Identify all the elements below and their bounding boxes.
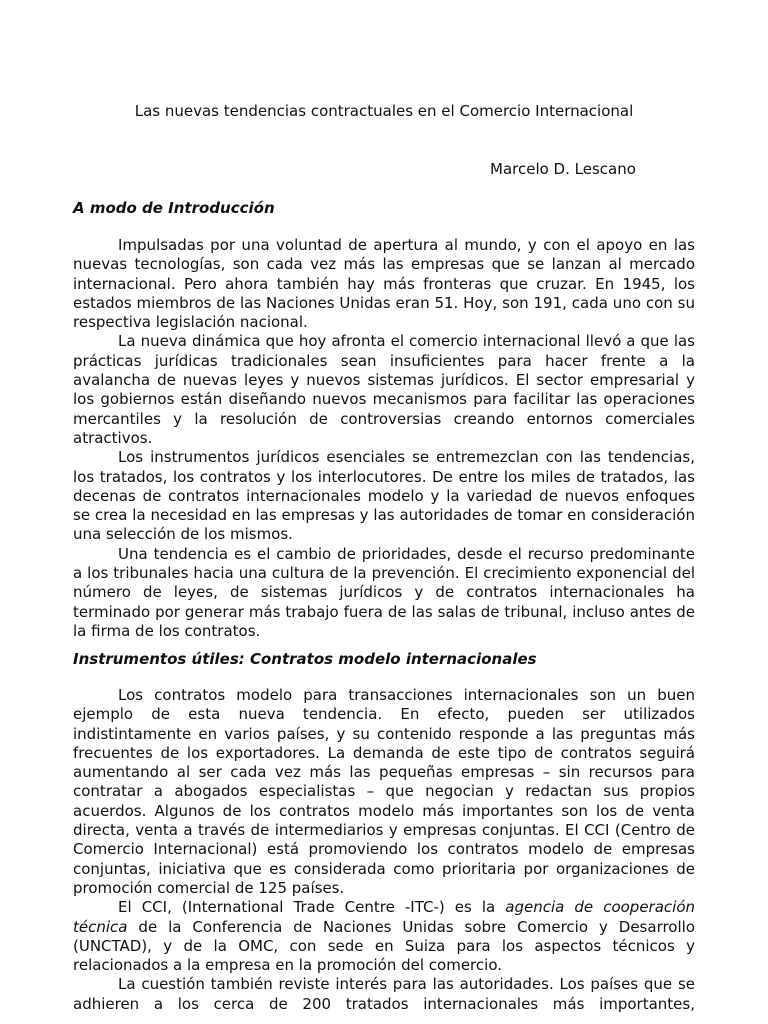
paragraph: La nueva dinámica que hoy afronta el comercio internacional llevó a que las prácticas jurídicas tradicionales sean insuficientes para hacer frente a la avalancha de nuevas leyes y nuevos sistemas jurídicos. El sector empresarial y los gobiernos están diseñando nuevos mecanismos para facilitar las operaciones mercantiles y la resolución de controversias creando entornos comerciales atractivos. bbox=[73, 332, 695, 447]
emphasis: agencia de cooperación técnica bbox=[73, 898, 696, 936]
paragraph: Una tendencia es el cambio de prioridades, desde el recurso predominante a los tribunales hacia una cultura de la prevención. El crecimiento exponencial del número de leyes, de sistemas jurídicos y de contratos internacionales ha terminado por generar más trabajo fuera de las salas de tribunal, incluso antes de la firma de los contratos. bbox=[73, 544, 695, 640]
document-title: Las nuevas tendencias contractuales en el Comercio Internacional bbox=[134, 102, 634, 120]
paragraph: Los contratos modelo para transacciones internacionales son un buen ejemplo de esta nueva tendencia. En efecto, pueden ser utilizados indistintamente en varios países, y su contenido responde a las preguntas más frecuentes de los exportadores. La demanda de este tipo de contratos seguirá aumentando al ser cada vez más las pequeñas empresas – sin recursos para contratar a abogados especialistas – que negocian y redactan sus propios acuerdos. Algunos de los contratos modelo más importantes son los de venta directa, venta a través de intermediarios y empresas conjuntas. El CCI (Centro de Comercio Internacional) está promoviendo los contratos modelo de empresas conjuntas, iniciativa que es considerada como prioritaria por organizaciones de promoción comercial de 125 países. bbox=[73, 686, 695, 897]
paragraph: La cuestión también reviste interés para las autoridades. Los países que se adhieren a los cerca de 200 tratados internacionales más importantes, bbox=[73, 975, 695, 1013]
author-name: Marcelo D. Lescano bbox=[490, 160, 636, 178]
paragraph: Los instrumentos jurídicos esenciales se entremezclan con las tendencias, los tratados, los contratos y los interlocutores. De entre los miles de tratados, las decenas de contratos internacionales modelo y la variedad de nuevos enfoques se crea la necesidad en las empresas y las autoridades de tomar en consideración una selección de los mismos. bbox=[73, 448, 695, 544]
section-heading-introduccion: A modo de Introducción bbox=[73, 199, 275, 217]
section-body-instrumentos bbox=[73, 686, 695, 1014]
paragraph: Impulsadas por una voluntad de apertura al mundo, y con el apoyo en las nuevas tecnologías, son cada vez más las empresas que se lanzan al mercado internacional. Pero ahora también hay más fronteras que cruzar. En 1945, los estados miembros de las Naciones Unidas eran 51. Hoy, son 191, cada uno con su respectiva legislación nacional. bbox=[73, 236, 695, 332]
paragraph: El CCI, (International Trade Centre -ITC-) es la agencia de cooperación técnica de la Conferencia de Naciones Unidas sobre Comercio y Desarrollo (UNCTAD), y de la OMC, con sede en Suiza para los aspectos técnicos y relacionados a la empresa en la promoción del comercio. bbox=[73, 898, 696, 975]
section-body-introduccion bbox=[73, 236, 695, 641]
section-heading-instrumentos: Instrumentos útiles: Contratos modelo internacionales bbox=[73, 650, 537, 668]
